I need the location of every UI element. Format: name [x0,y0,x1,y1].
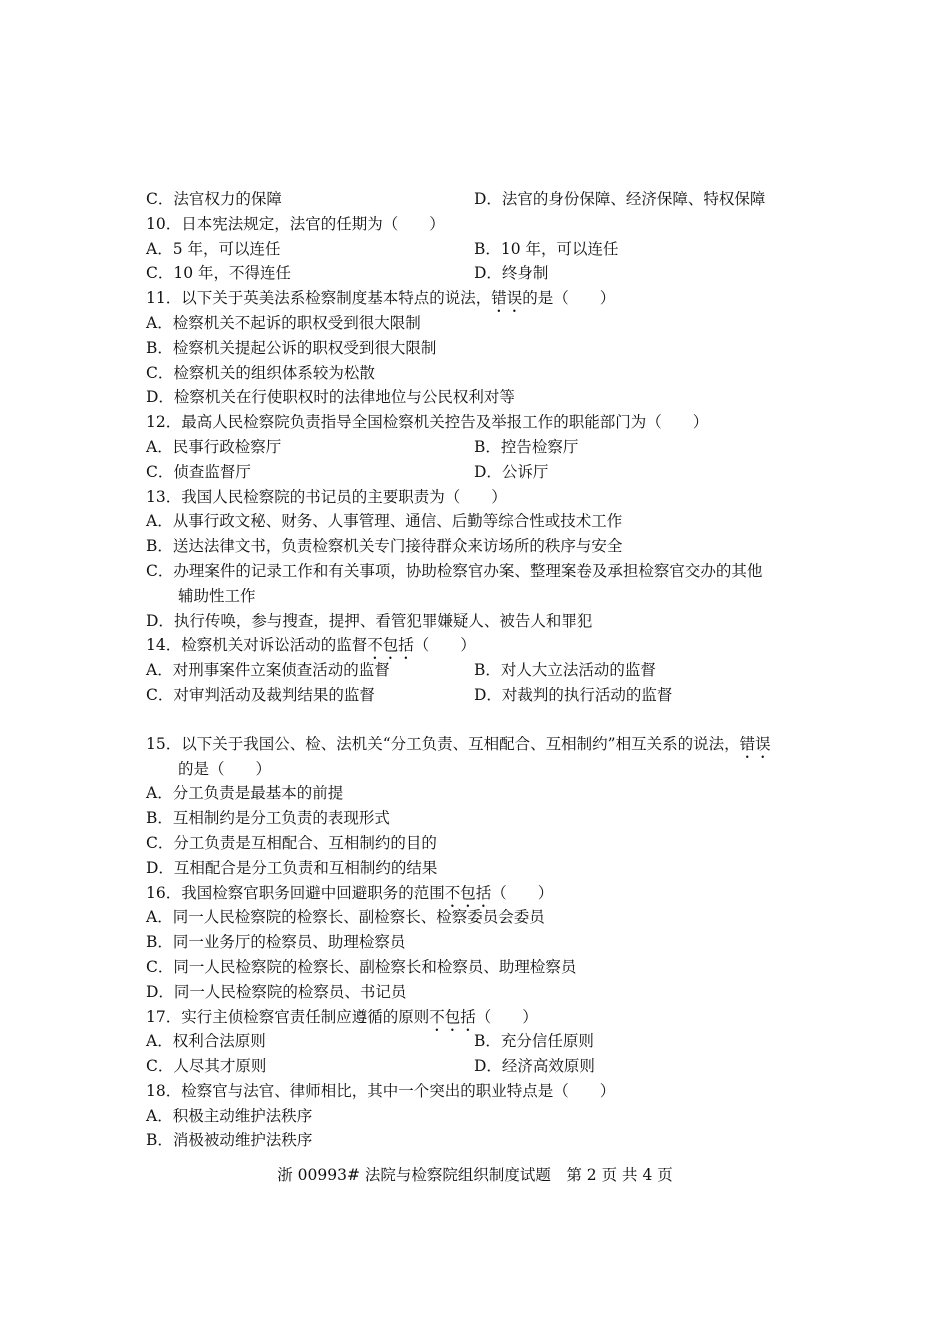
text-line: 10．日本宪法规定，法官的任期为（ ） [146,214,445,233]
option-row [146,237,826,262]
text-line: A．检察机关不起诉的职权受到很大限制 [146,313,421,332]
question-list [146,187,826,1153]
question-text [146,881,826,906]
emphasis-text: 错误 [739,734,771,753]
option-row [146,261,826,286]
option-row [146,187,826,212]
question-stem-end: （ ） [413,636,476,655]
text-line: 的是（ ） [178,759,272,778]
option-text: C．对审判活动及裁判结果的监督 [146,685,375,704]
emphasis-text: 错误 [491,289,523,308]
text-line: 18．检察官与法官、律师相比，其中一个突出的职业特点是（ ） [146,1081,616,1100]
page-footer: 浙 00993# 法院与检察院组织制度试题 第 2 页 共 4 页 [277,1166,673,1184]
option-text: A．民事行政检察厅 [146,437,282,456]
emphasis-text: 不包括 [367,636,414,655]
option-text: C．侦查监督厅 [146,462,251,481]
text-line: C．分工负责是互相配合、互相制约的目的 [146,833,437,852]
text-line: A．同一人民检察院的检察长、副检察长、检察委员会委员 [146,908,545,927]
text-line: A．从事行政文秘、财务、人事管理、通信、后勤等综合性或技术工作 [146,512,623,531]
text-line: 辅助性工作 [178,586,256,605]
option-text: D．终身制 [474,264,549,283]
question-stem: 15．以下关于我国公、检、法机关“分工负责、互相配合、互相制约”相互关系的说法， [146,734,740,753]
text-line: B．消极被动维护法秩序 [146,1131,313,1150]
text-line: A．积极主动维护法秩序 [146,1106,313,1125]
text-line: D．检察机关在行使职权时的法律地位与公民权利对等 [146,388,515,407]
text-line: D．同一人民检察院的检察员、书记员 [146,982,407,1001]
blank-line [146,708,826,732]
option-text: D．经济高效原则 [474,1057,595,1076]
text-line: C．办理案件的记录工作和有关事项，协助检察官办案、整理案卷及承担检察官交办的其他 [146,561,763,580]
text-line: A．分工负责是最基本的前提 [146,784,344,803]
question-stem-end: 的是（ ） [522,289,616,308]
question-stem: 14．检察机关对诉讼活动的监督 [146,636,368,655]
option-text: D．公诉厅 [474,462,549,481]
question-stem: 16．我国检察官职务回避中回避职务的范围 [146,883,445,902]
text-line: B．检察机关提起公诉的职权受到很大限制 [146,338,437,357]
option-text: B．对人大立法活动的监督 [474,661,656,680]
option-text: A．权利合法原则 [146,1032,266,1051]
option-text: A．5 年，可以连任 [146,239,281,258]
text-line: D．执行传唤，参与搜查，提押、看管犯罪嫌疑人、被告人和罪犯 [146,611,593,630]
text-line: B．送达法律文书，负责检察机关专门接待群众来访场所的秩序与安全 [146,537,623,556]
option-text: B．控告检察厅 [474,437,579,456]
option-text: C．法官权力的保障 [146,190,282,208]
text-line: D．互相配合是分工负责和互相制约的结果 [146,858,438,877]
option-row [146,1029,826,1054]
option-row [146,683,826,708]
option-row [146,658,826,683]
option-text: B．10 年，可以连任 [474,239,619,258]
option-text: A．对刑事案件立案侦查活动的监督 [146,661,390,680]
question-stem: 17．实行主侦检察官责任制应遵循的原则 [146,1007,430,1026]
option-text: C．10 年，不得连任 [146,264,292,283]
option-row [146,460,826,485]
option-text: B．充分信任原则 [474,1032,594,1051]
question-text [146,633,826,658]
question-text [146,286,826,311]
option-row [146,1054,826,1079]
text-line: C．同一人民检察院的检察长、副检察长和检察员、助理检察员 [146,957,577,976]
text-line: C．检察机关的组织体系较为松散 [146,363,375,382]
emphasis-text: 不包括 [429,1007,476,1026]
question-text [146,1005,826,1030]
option-text: D．法官的身份保障、经济保障、特权保障 [474,190,766,208]
option-row [146,435,826,460]
question-stem: 11．以下关于英美法系检察制度基本特点的说法， [146,289,492,308]
question-stem-end: （ ） [475,1007,538,1026]
option-text: C．人尽其才原则 [146,1057,267,1076]
text-line: 13．我国人民检察院的书记员的主要职责为（ ） [146,487,507,506]
option-text: D．对裁判的执行活动的监督 [474,685,673,704]
question-stem-end: （ ） [491,883,554,902]
text-line: B．同一业务厅的检察员、助理检察员 [146,933,406,952]
text-line: 12．最高人民检察院负责指导全国检察机关控告及举报工作的职能部门为（ ） [146,413,709,432]
text-line: B．互相制约是分工负责的表现形式 [146,809,390,828]
question-text [146,732,826,757]
emphasis-text: 不包括 [444,883,492,902]
